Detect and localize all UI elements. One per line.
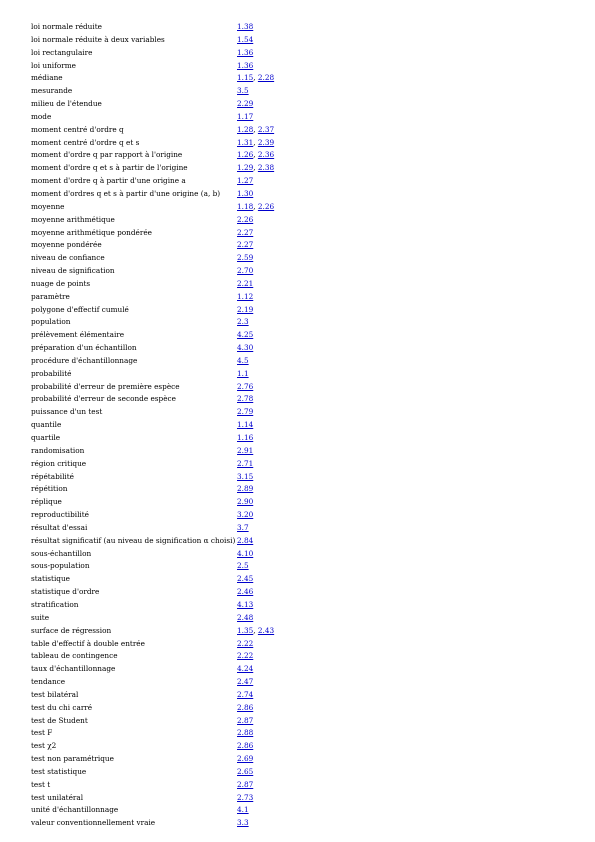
clause-reference-link[interactable]: 2.21 bbox=[237, 278, 254, 288]
index-references bbox=[237, 560, 249, 573]
index-references bbox=[237, 85, 249, 98]
term-index-list bbox=[31, 21, 571, 830]
index-term: moyenne pondérée bbox=[31, 240, 102, 250]
index-entry bbox=[31, 329, 571, 342]
index-entry bbox=[31, 316, 571, 329]
clause-reference-link[interactable]: 2.22 bbox=[237, 638, 254, 648]
index-references bbox=[237, 265, 253, 278]
clause-reference-link[interactable]: 1.12 bbox=[237, 291, 254, 301]
clause-reference-link[interactable]: 2.3 bbox=[237, 317, 249, 327]
clause-reference-link[interactable]: 4.10 bbox=[237, 548, 254, 558]
index-term: taux d'échantillonnage bbox=[31, 664, 116, 674]
clause-reference-link[interactable]: 2.26 bbox=[257, 201, 275, 211]
index-entry bbox=[31, 214, 571, 227]
index-entry bbox=[31, 304, 571, 317]
index-references bbox=[237, 381, 253, 394]
index-entry bbox=[31, 676, 571, 689]
index-entry bbox=[31, 535, 571, 548]
index-entry bbox=[31, 291, 571, 304]
index-entry bbox=[31, 612, 571, 625]
index-term: moment d'ordres q et s à partir d'une origine (a, b) bbox=[31, 188, 221, 198]
index-references bbox=[237, 779, 253, 792]
index-entry bbox=[31, 85, 571, 98]
clause-reference-link[interactable]: 2.43 bbox=[257, 625, 275, 635]
index-term: surface de régression bbox=[31, 625, 112, 635]
index-entry bbox=[31, 227, 571, 240]
index-term: procédure d'échantillonnage bbox=[31, 355, 138, 365]
index-references bbox=[237, 21, 253, 34]
index-entry bbox=[31, 715, 571, 728]
clause-reference-link[interactable]: 2.79 bbox=[237, 407, 254, 417]
index-references bbox=[237, 599, 253, 612]
clause-reference-link[interactable]: 2.28 bbox=[257, 73, 275, 83]
index-term: test de Student bbox=[31, 715, 88, 725]
index-references bbox=[237, 792, 253, 805]
clause-reference-link[interactable]: 4.13 bbox=[237, 599, 254, 609]
index-term: loi uniforme bbox=[31, 60, 76, 70]
index-entry bbox=[31, 509, 571, 522]
index-term: test χ2 bbox=[31, 741, 57, 751]
index-entry bbox=[31, 445, 571, 458]
clause-reference-link[interactable]: 2.88 bbox=[237, 728, 254, 738]
index-entry bbox=[31, 342, 571, 355]
index-entry bbox=[31, 548, 571, 561]
clause-reference-link[interactable]: 2.27 bbox=[237, 240, 254, 250]
reference-separator: , bbox=[253, 201, 258, 211]
index-term: prélèvement élémentaire bbox=[31, 330, 125, 340]
index-references bbox=[237, 291, 253, 304]
index-entry bbox=[31, 21, 571, 34]
index-entry bbox=[31, 60, 571, 73]
index-references bbox=[237, 804, 249, 817]
clause-reference-link[interactable]: 2.73 bbox=[237, 792, 254, 802]
index-references bbox=[237, 740, 253, 753]
index-term: loi rectangulaire bbox=[31, 47, 93, 57]
index-term: résultat d'essai bbox=[31, 522, 88, 532]
index-references bbox=[237, 111, 253, 124]
index-references bbox=[237, 650, 253, 663]
index-entry bbox=[31, 573, 571, 586]
clause-reference-link[interactable]: 2.46 bbox=[237, 587, 254, 597]
index-term: probabilité d'erreur de seconde espèce bbox=[31, 394, 176, 404]
clause-reference-link[interactable]: 2.39 bbox=[257, 137, 275, 147]
index-term: test statistique bbox=[31, 766, 87, 776]
index-term: test F bbox=[31, 728, 53, 738]
index-entry bbox=[31, 355, 571, 368]
index-references bbox=[237, 316, 249, 329]
clause-reference-link[interactable]: 4.25 bbox=[237, 330, 254, 340]
clause-reference-link[interactable]: 4.30 bbox=[237, 343, 254, 353]
index-term: sous-échantillon bbox=[31, 548, 92, 558]
index-entry bbox=[31, 560, 571, 573]
index-references bbox=[237, 175, 253, 188]
index-references bbox=[237, 368, 249, 381]
index-entry bbox=[31, 252, 571, 265]
index-references bbox=[237, 98, 253, 111]
index-term: préparation d'un échantillon bbox=[31, 343, 137, 353]
clause-reference-link[interactable]: 2.91 bbox=[237, 445, 254, 455]
index-term: test unilatéral bbox=[31, 792, 84, 802]
index-term: région critique bbox=[31, 458, 87, 468]
clause-reference-link[interactable]: 2.59 bbox=[237, 253, 254, 263]
index-term: moment centré d'ordre q et s bbox=[31, 137, 140, 147]
index-entry bbox=[31, 817, 571, 830]
index-entry bbox=[31, 239, 571, 252]
index-term: moment d'ordre q par rapport à l'origine bbox=[31, 150, 183, 160]
index-entry bbox=[31, 124, 571, 137]
index-term: médiane bbox=[31, 73, 63, 83]
clause-reference-link[interactable]: 1.54 bbox=[237, 34, 254, 44]
index-references bbox=[237, 406, 253, 419]
index-entry bbox=[31, 432, 571, 445]
index-term: puissance d'un test bbox=[31, 407, 103, 417]
clause-reference-link[interactable]: 1.31 bbox=[237, 137, 254, 147]
index-term: statistique bbox=[31, 574, 70, 584]
clause-reference-link[interactable]: 2.19 bbox=[237, 304, 254, 314]
index-references bbox=[237, 727, 253, 740]
clause-reference-link[interactable]: 2.65 bbox=[237, 766, 254, 776]
reference-separator: , bbox=[253, 73, 258, 83]
clause-reference-link[interactable]: 3.20 bbox=[237, 510, 254, 520]
index-entry bbox=[31, 98, 571, 111]
index-references bbox=[237, 355, 249, 368]
index-entry bbox=[31, 766, 571, 779]
index-entry bbox=[31, 804, 571, 817]
clause-reference-link[interactable]: 2.74 bbox=[237, 689, 254, 699]
index-references bbox=[237, 766, 253, 779]
index-entry bbox=[31, 278, 571, 291]
index-term: paramètre bbox=[31, 291, 70, 301]
clause-reference-link[interactable]: 3.7 bbox=[237, 522, 249, 532]
clause-reference-link[interactable]: 2.37 bbox=[257, 124, 275, 134]
index-term: test non paramétrique bbox=[31, 754, 114, 764]
index-references bbox=[237, 342, 253, 355]
reference-separator: , bbox=[253, 163, 258, 173]
index-term: table d'effectif à double entrée bbox=[31, 638, 145, 648]
index-entry bbox=[31, 34, 571, 47]
index-entry bbox=[31, 483, 571, 496]
clause-reference-link[interactable]: 2.69 bbox=[237, 754, 254, 764]
reference-separator: , bbox=[253, 137, 258, 147]
index-entry bbox=[31, 689, 571, 702]
index-term: tendance bbox=[31, 677, 66, 687]
clause-reference-link[interactable]: 2.36 bbox=[257, 150, 275, 160]
index-references bbox=[237, 509, 253, 522]
index-term: milieu de l'étendue bbox=[31, 99, 102, 109]
clause-reference-link[interactable]: 1.27 bbox=[237, 176, 254, 186]
index-entry bbox=[31, 149, 571, 162]
index-term: moment d'ordre q à partir d'une origine a bbox=[31, 176, 186, 186]
clause-reference-link[interactable]: 4.5 bbox=[237, 355, 249, 365]
index-term: tableau de contingence bbox=[31, 651, 118, 661]
clause-reference-link[interactable]: 1.35 bbox=[237, 625, 254, 635]
clause-reference-link[interactable]: 1.14 bbox=[237, 420, 254, 430]
index-term: loi normale réduite à deux variables bbox=[31, 34, 165, 44]
clause-reference-link[interactable]: 3.15 bbox=[237, 471, 254, 481]
index-entry bbox=[31, 702, 571, 715]
clause-reference-link[interactable]: 2.47 bbox=[237, 677, 254, 687]
index-entry bbox=[31, 406, 571, 419]
index-term: suite bbox=[31, 612, 50, 622]
reference-separator: , bbox=[253, 150, 258, 160]
index-references bbox=[237, 34, 253, 47]
index-entry bbox=[31, 638, 571, 651]
index-term: quantile bbox=[31, 420, 62, 430]
index-references bbox=[237, 47, 253, 60]
clause-reference-link[interactable]: 2.78 bbox=[237, 394, 254, 404]
clause-reference-link[interactable]: 2.86 bbox=[237, 741, 254, 751]
index-term: moyenne arithmétique pondérée bbox=[31, 227, 152, 237]
index-references bbox=[237, 60, 253, 73]
clause-reference-link[interactable]: 3.3 bbox=[237, 818, 249, 828]
index-term: mode bbox=[31, 111, 52, 121]
index-references bbox=[237, 676, 253, 689]
clause-reference-link[interactable]: 1.36 bbox=[237, 60, 254, 70]
index-references bbox=[237, 419, 253, 432]
index-entry bbox=[31, 740, 571, 753]
index-references bbox=[237, 535, 253, 548]
index-term: niveau de signification bbox=[31, 266, 115, 276]
index-term: test du chi carré bbox=[31, 702, 93, 712]
clause-reference-link[interactable]: 1.38 bbox=[237, 22, 254, 31]
index-references bbox=[237, 188, 253, 201]
clause-reference-link[interactable]: 3.5 bbox=[237, 86, 249, 96]
clause-reference-link[interactable]: 1.36 bbox=[237, 47, 254, 57]
index-term: quartile bbox=[31, 433, 61, 442]
reference-separator: , bbox=[253, 625, 258, 635]
clause-reference-link[interactable]: 2.87 bbox=[237, 715, 254, 725]
index-term: reproductibilité bbox=[31, 510, 90, 520]
index-term: répétition bbox=[31, 484, 68, 494]
index-term: réplique bbox=[31, 497, 62, 507]
index-references bbox=[237, 625, 274, 638]
index-entry bbox=[31, 162, 571, 175]
index-references bbox=[237, 432, 253, 445]
index-references bbox=[237, 201, 274, 214]
index-term: probabilité d'erreur de première espèce bbox=[31, 381, 180, 391]
clause-reference-link[interactable]: 2.84 bbox=[237, 535, 254, 545]
index-references bbox=[237, 715, 253, 728]
index-entry bbox=[31, 72, 571, 85]
index-term: valeur conventionnellement vraie bbox=[31, 818, 156, 828]
index-entry bbox=[31, 753, 571, 766]
clause-reference-link[interactable]: 2.22 bbox=[237, 651, 254, 661]
index-entry bbox=[31, 381, 571, 394]
index-references bbox=[237, 149, 274, 162]
index-term: stratification bbox=[31, 599, 79, 609]
clause-reference-link[interactable]: 2.45 bbox=[237, 574, 254, 584]
index-term: moment d'ordre q et s à partir de l'origine bbox=[31, 163, 188, 173]
index-entry bbox=[31, 47, 571, 60]
index-references bbox=[237, 137, 274, 150]
clause-reference-link[interactable]: 2.86 bbox=[237, 702, 254, 712]
index-references bbox=[237, 239, 253, 252]
index-references bbox=[237, 471, 253, 484]
index-references bbox=[237, 483, 253, 496]
index-references bbox=[237, 573, 253, 586]
index-references bbox=[237, 445, 253, 458]
clause-reference-link[interactable]: 2.71 bbox=[237, 458, 254, 468]
index-term: moyenne arithmétique bbox=[31, 214, 115, 224]
index-entry bbox=[31, 496, 571, 509]
index-entry bbox=[31, 599, 571, 612]
index-term: loi normale réduite bbox=[31, 22, 102, 31]
index-references bbox=[237, 124, 274, 137]
index-term: nuage de points bbox=[31, 278, 91, 288]
index-term: population bbox=[31, 317, 71, 327]
index-references bbox=[237, 278, 253, 291]
index-references bbox=[237, 817, 249, 830]
clause-reference-link[interactable]: 2.89 bbox=[237, 484, 254, 494]
index-entry bbox=[31, 419, 571, 432]
index-entry bbox=[31, 779, 571, 792]
index-term: moyenne bbox=[31, 201, 65, 211]
clause-reference-link[interactable]: 1.18 bbox=[237, 201, 254, 211]
clause-reference-link[interactable]: 1.16 bbox=[237, 433, 254, 442]
index-entry bbox=[31, 663, 571, 676]
index-references bbox=[237, 612, 253, 625]
clause-reference-link[interactable]: 2.5 bbox=[237, 561, 249, 571]
index-references bbox=[237, 252, 253, 265]
clause-reference-link[interactable]: 1.1 bbox=[237, 368, 249, 378]
index-term: unité d'échantillonnage bbox=[31, 805, 119, 815]
index-references bbox=[237, 227, 253, 240]
index-term: polygone d'effectif cumulé bbox=[31, 304, 129, 314]
index-term: test t bbox=[31, 779, 51, 789]
index-references bbox=[237, 72, 274, 85]
index-entry bbox=[31, 265, 571, 278]
clause-reference-link[interactable]: 2.26 bbox=[237, 214, 254, 224]
index-term: randomisation bbox=[31, 445, 85, 455]
index-entry bbox=[31, 522, 571, 535]
index-term: sous-population bbox=[31, 561, 90, 571]
clause-reference-link[interactable]: 2.29 bbox=[237, 99, 254, 109]
clause-reference-link[interactable]: 1.26 bbox=[237, 150, 254, 160]
index-term: résultat significatif (au niveau de signification α choisi) bbox=[31, 535, 236, 545]
index-term: niveau de confiance bbox=[31, 253, 105, 263]
clause-reference-link[interactable]: 2.70 bbox=[237, 266, 254, 276]
clause-reference-link[interactable]: 1.28 bbox=[237, 124, 254, 134]
index-references bbox=[237, 304, 253, 317]
index-references bbox=[237, 458, 253, 471]
index-entry bbox=[31, 188, 571, 201]
clause-reference-link[interactable]: 1.15 bbox=[237, 73, 254, 83]
index-references bbox=[237, 214, 253, 227]
clause-reference-link[interactable]: 4.1 bbox=[237, 805, 249, 815]
index-entry bbox=[31, 625, 571, 638]
index-entry bbox=[31, 586, 571, 599]
clause-reference-link[interactable]: 1.17 bbox=[237, 111, 254, 121]
index-references bbox=[237, 162, 274, 175]
clause-reference-link[interactable]: 1.29 bbox=[237, 163, 254, 173]
index-entry bbox=[31, 471, 571, 484]
index-references bbox=[237, 753, 253, 766]
index-references bbox=[237, 689, 253, 702]
index-entry bbox=[31, 201, 571, 214]
index-references bbox=[237, 638, 253, 651]
index-entry bbox=[31, 792, 571, 805]
index-entry bbox=[31, 368, 571, 381]
clause-reference-link[interactable]: 2.87 bbox=[237, 779, 254, 789]
index-references bbox=[237, 548, 253, 561]
index-references bbox=[237, 522, 249, 535]
index-entry bbox=[31, 111, 571, 124]
clause-reference-link[interactable]: 1.30 bbox=[237, 188, 254, 198]
index-entry bbox=[31, 650, 571, 663]
index-references bbox=[237, 702, 253, 715]
index-references bbox=[237, 329, 253, 342]
index-term: statistique d'ordre bbox=[31, 587, 100, 597]
clause-reference-link[interactable]: 2.48 bbox=[237, 612, 254, 622]
index-references bbox=[237, 393, 253, 406]
index-references bbox=[237, 663, 253, 676]
index-term: probabilité bbox=[31, 368, 72, 378]
index-entry bbox=[31, 137, 571, 150]
index-references bbox=[237, 496, 253, 509]
clause-reference-link[interactable]: 2.38 bbox=[257, 163, 275, 173]
index-references bbox=[237, 586, 253, 599]
index-entry bbox=[31, 727, 571, 740]
index-term: mesurande bbox=[31, 86, 73, 96]
index-term: moment centré d'ordre q bbox=[31, 124, 124, 134]
clause-reference-link[interactable]: 4.24 bbox=[237, 664, 254, 674]
index-term: répétabilité bbox=[31, 471, 75, 481]
index-term: test bilatéral bbox=[31, 689, 79, 699]
index-entry bbox=[31, 393, 571, 406]
clause-reference-link[interactable]: 2.76 bbox=[237, 381, 254, 391]
clause-reference-link[interactable]: 2.90 bbox=[237, 497, 254, 507]
reference-separator: , bbox=[253, 124, 258, 134]
clause-reference-link[interactable]: 2.27 bbox=[237, 227, 254, 237]
index-entry bbox=[31, 458, 571, 471]
index-entry bbox=[31, 175, 571, 188]
